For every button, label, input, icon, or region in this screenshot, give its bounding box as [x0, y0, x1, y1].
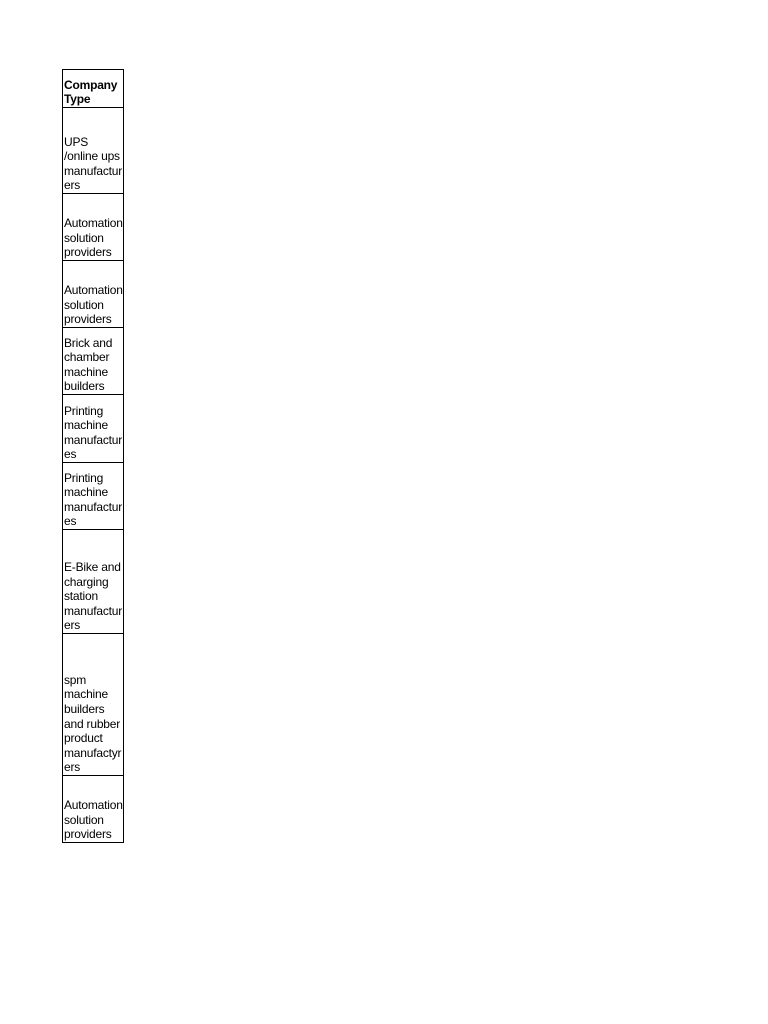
- table-cell: E-Bike and charging station manufacturers: [63, 530, 124, 634]
- table-cell: Automation solution providers: [63, 261, 124, 328]
- table-row: [63, 328, 124, 395]
- table-cell: Brick and chamber machine builders: [63, 328, 124, 395]
- table-cell: spm machine builders and rubber product manufactyrers: [63, 634, 124, 776]
- company-type-table: [62, 69, 124, 843]
- table-cell: Printing machine manufactures: [63, 395, 124, 463]
- table-row: [63, 776, 124, 843]
- table-row: [63, 108, 124, 194]
- table-row: [63, 463, 124, 530]
- table-row: [63, 530, 124, 634]
- table-cell: Automation solution providers: [63, 776, 124, 843]
- table-cell: Printing machine manufactures: [63, 463, 124, 530]
- table-row: [63, 395, 124, 463]
- column-header-company-type: Company Type: [63, 70, 124, 108]
- table-cell: UPS /online ups manufacturers: [63, 108, 124, 194]
- table-row: [63, 634, 124, 776]
- table-header-row: [63, 70, 124, 108]
- table-row: [63, 261, 124, 328]
- table-row: [63, 194, 124, 261]
- table-cell: Automation solution providers: [63, 194, 124, 261]
